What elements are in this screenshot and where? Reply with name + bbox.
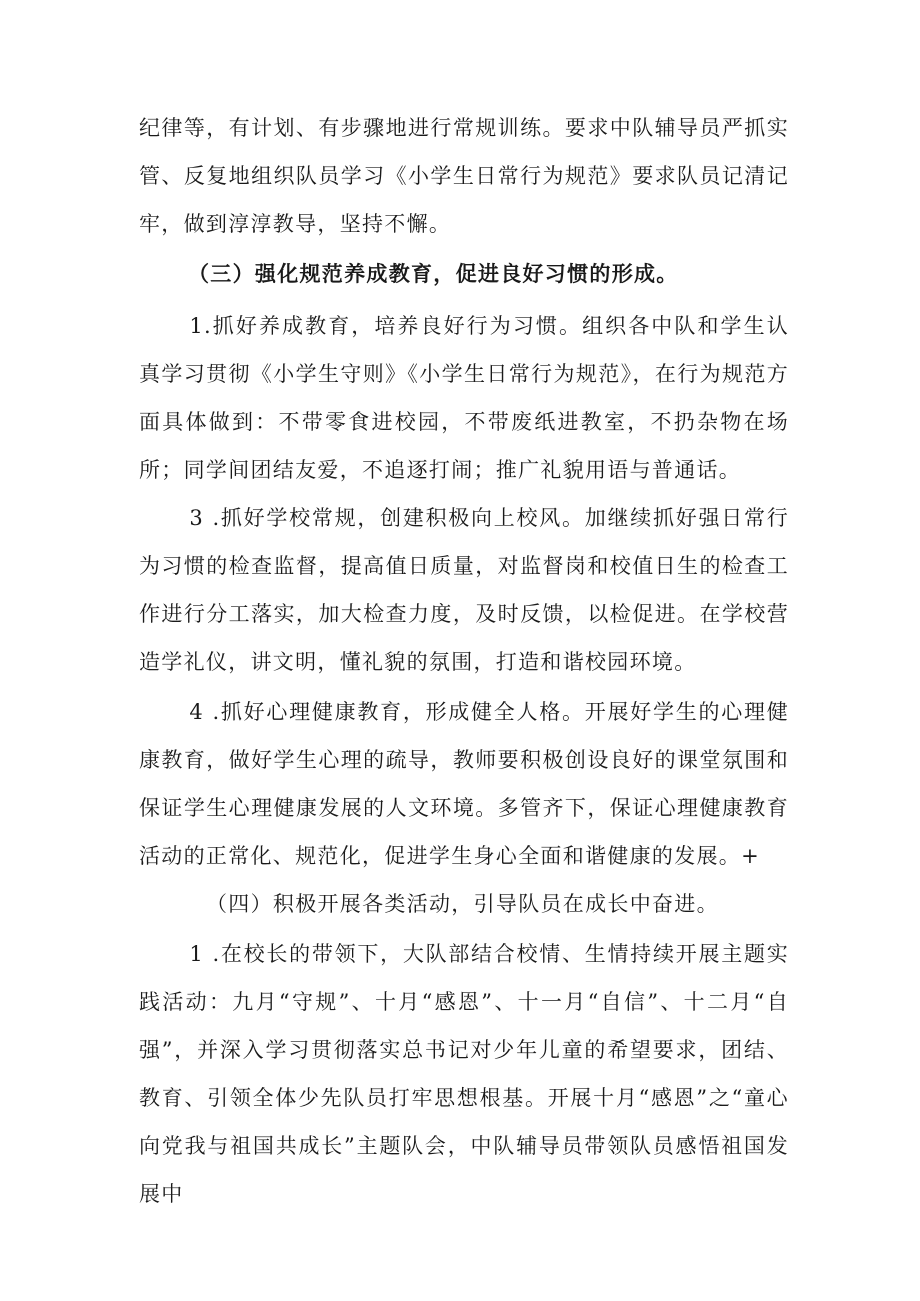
paragraph-item-4: 4 .抓好心理健康教育，形成健全人格。开展好学生的心理健康教育，做好学生心理的疏导，教师要积极创设良好的课堂氛围和保证学生心理健康发展的人文环境。多管齐下，保证心理健康教育活动的正常化、规范化，促进学生身心全面和谐健康的发展。+	[139, 700, 789, 868]
paragraph-item-1b: 1 .在校长的带领下，大队部结合校情、生情持续开展主题实践活动：九月“守规”、十月“感恩”、十一月“自信”、十二月“自强”，并深入学习贯彻落实总书记对少年儿童的希望要求，团结、教育、引领全体少先队员打牢思想根基。开展十月“感恩”之“童心向党我与祖国共成长”主题队会，中队辅导员带领队员感悟祖国发展中	[139, 942, 789, 1206]
paragraph-continuation: 纪律等，有计划、有步骤地进行常规训练。要求中队辅导员严抓实管、反复地组织队员学习《小学生日常行为规范》要求队员记清记牢，做到淳淳教导，坚持不懈。	[139, 116, 789, 236]
section-heading-three: （三）强化规范养成教育，促进良好习惯的形成。	[188, 261, 679, 286]
paragraph-item-1: 1.抓好养成教育，培养良好行为习惯。组织各中队和学生认真学习贯彻《小学生守则》《小学生日常行为规范》，在行为规范方面具体做到：不带零食进校园，不带废纸进教室，不扔杂物在场所；同学间团结友爱，不追逐打闹；推广礼貌用语与普通话。	[139, 314, 789, 482]
section-heading-four: （四）积极开展各类活动，引导队员在成长中奋进。	[206, 892, 719, 916]
paragraph-item-3: 3 .抓好学校常规，创建积极向上校风。加继续抓好强日常行为习惯的检查监督，提高值日质量，对监督岗和校值日生的检查工作进行分工落实，加大检查力度，及时反馈，以检促进。在学校营造学礼仪，讲文明，懂礼貌的氛围，打造和谐校园环境。	[139, 506, 789, 674]
